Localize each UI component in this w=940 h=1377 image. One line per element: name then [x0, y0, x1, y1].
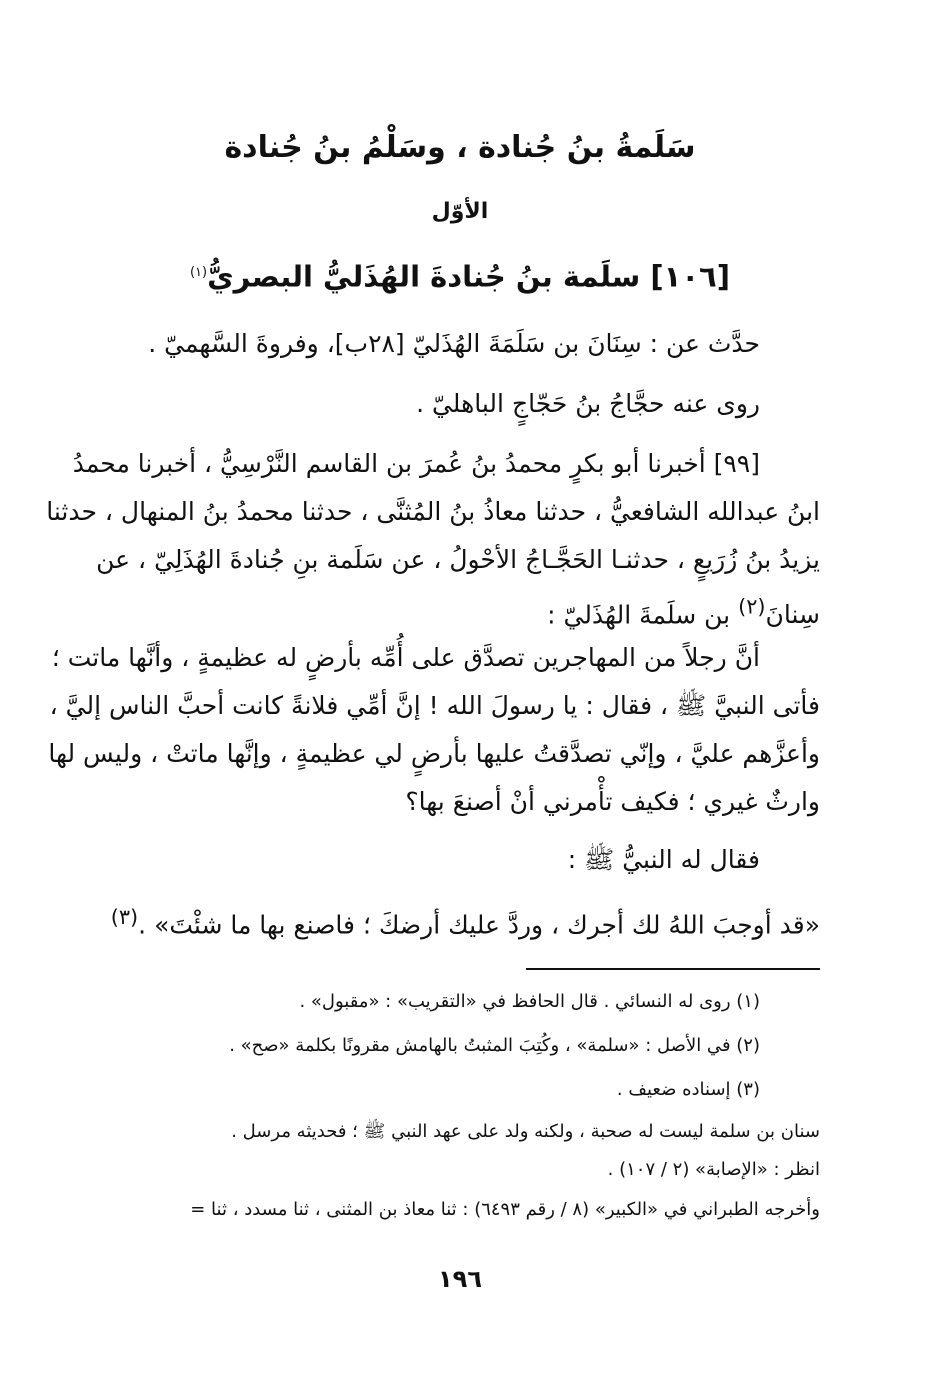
entry-heading	[100, 252, 820, 298]
footnote-ref-1: (١)	[189, 265, 208, 280]
matn-line-1: أنَّ رجلاً من المهاجرين تصدَّق على أُمِّه بأرضٍ له عظيمةٍ ، وأنَّها ماتت ؛	[51, 643, 760, 672]
section-title: سَلَمةُ بنُ جُنادة ، وسَلْمُ بنُ جُنادة	[224, 130, 696, 165]
reply-text: «قد أوجبَ اللهُ لك أجرك ، وردَّ عليك أرضكَ ؛ فاصنع بها ما شئْتَ» .	[138, 910, 820, 940]
reply-intro-line: فقال له النبيُّ ﷺ :	[567, 845, 760, 874]
reply-line	[104, 894, 820, 948]
matn-line-3: وأعزَّهم عليَّ ، وإنّي تصدَّقتُ عليها بأرضٍ لي عظيمةٍ ، وإنَّها ماتتْ ، وليس لها	[48, 739, 820, 768]
narrated-by-line: روى عنه حجَّاجُ بنُ حَجّاجٍ الباهليّ .	[416, 389, 760, 418]
footnote-1: (١) روى له النسائي . قال الحافظ في «التقريب» : «مقبول» .	[299, 991, 760, 1012]
footnote-3-detail-3: وأخرجه الطبراني في «الكبير» (٨ / رقم ٦٤٩٣) : ثنا معاذ بن المثنى ، ثنا مسدد ، ثنا =	[190, 1199, 820, 1220]
isnad-line-1: [٩٩] أخبرنا أبو بكرٍ محمدُ بنُ عُمرَ بن القاسم النَّرْسِيُّ ، أخبرنا محمدُ	[72, 449, 760, 478]
footnote-ref-3: (٣)	[110, 905, 139, 929]
footnote-divider	[526, 968, 820, 970]
narrated-from-line: حدَّث عن : سِنَانَ بن سَلَمَةَ الهُذَليّ [٢٨ب]، وفروةَ السَّهميّ .	[148, 329, 760, 358]
isnad-line-3: يزيدُ بنُ زُرَيعٍ ، حدثنـا الحَجَّـاجُ الأحْولُ ، عن سَلَمة بنِ جُنادةَ الهُذَلِيّ ، عن	[96, 545, 820, 574]
footnote-3-detail-1: سنان بن سلمة ليست له صحبة ، ولكنه ولد على عهد النبي ﷺ ؛ فحديثه مرسل .	[231, 1121, 820, 1142]
isnad-note-ref: سِنانَ$^{(٢)}$	[738, 595, 820, 630]
footnote-ref-2: (٢)	[738, 595, 766, 619]
entry-heading-text: [١٠٦] سلَمة بنُ جُنادةَ الهُذَليُّ البصريُّ	[207, 259, 731, 294]
matn-line-4: وارثٌ غيري ؛ فكيف تأْمرني أنْ أصنعَ بها؟	[405, 787, 820, 816]
footnote-3: (٣) إسناده ضعيف .	[616, 1079, 760, 1100]
isnad-line-2: ابنُ عبدالله الشافعيُّ ، حدثنا معاذُ بنُ المُثنَّى ، حدثنا محمدُ بنُ المنهال ، حدثنا	[46, 497, 820, 526]
section-subtitle: الأوّل	[431, 199, 489, 224]
matn-line-2: فأتى النبيَّ ﷺ ، فقال : يا رسولَ الله ! إنَّ أمِّي فلانةً كانت أحبَّ الناس إليَّ ،	[49, 691, 820, 720]
footnote-3-detail-2: انظر : «الإصابة» (٢ / ١٠٧) .	[607, 1159, 820, 1180]
book-page	[46, 0, 820, 1377]
footnote-2: (٢) في الأصل : «سلمة» ، وكُتِبَ المثبتُ بالهامش مقرونًا بكلمة «صح» .	[229, 1035, 760, 1056]
isnad-line-4	[104, 584, 820, 638]
page-number: ١٩٦	[438, 1265, 482, 1293]
isnad-line-4-tail: بن سلَمةَ الهُذَليّ :	[547, 600, 731, 630]
